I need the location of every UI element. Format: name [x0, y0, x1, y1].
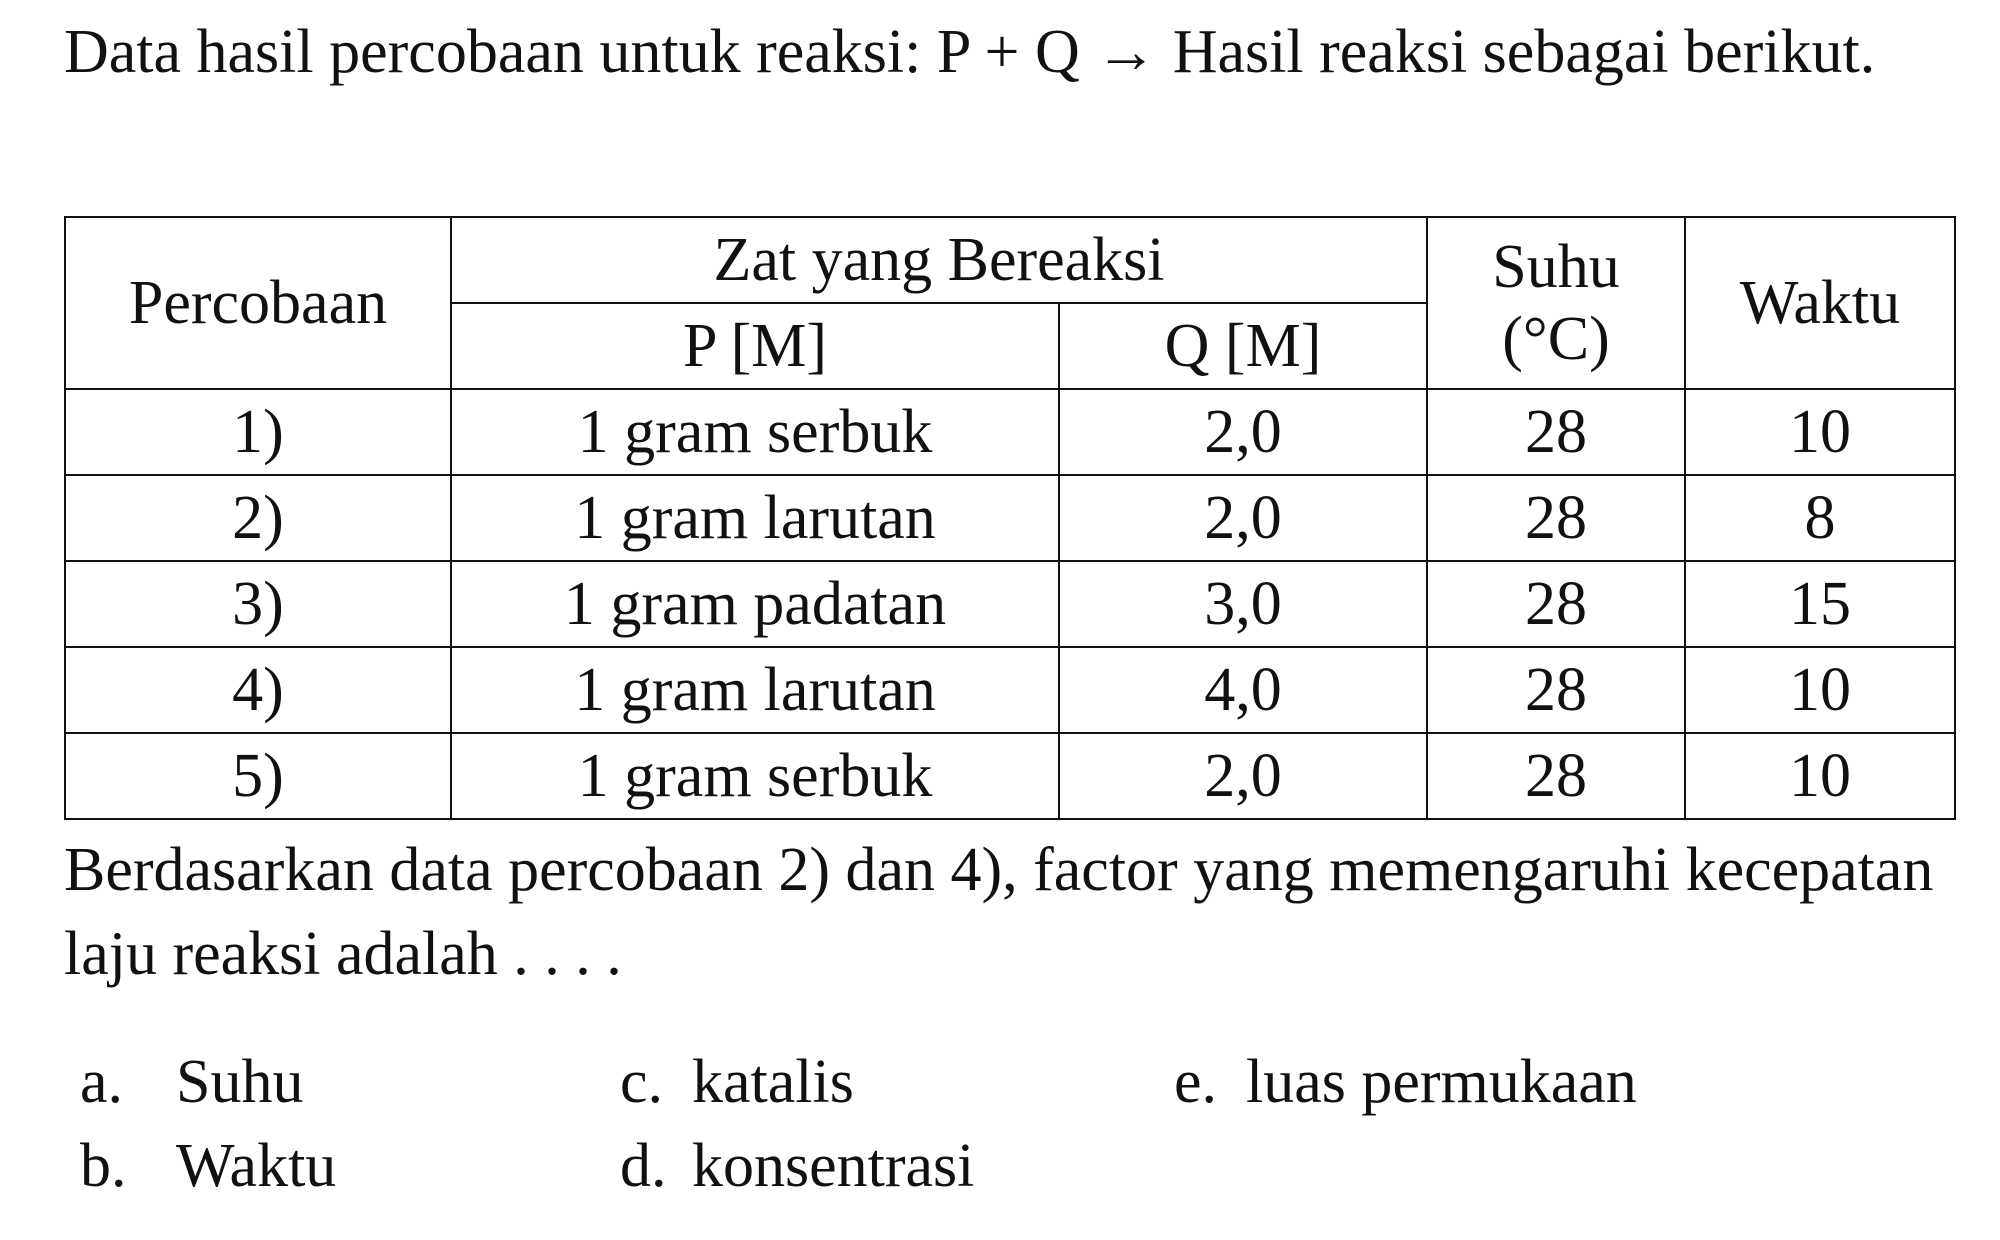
- option-letter: d.: [620, 1132, 667, 1200]
- option-letter: e.: [1174, 1048, 1218, 1116]
- question-text: Berdasarkan data percobaan 2) dan 4), factor yang memengaruhi kecepatan laju reaksi adalah . . . .: [64, 836, 1934, 988]
- cell-no: 3): [65, 561, 451, 647]
- cell-q: 2,0: [1059, 733, 1427, 819]
- header-suhu: [1427, 217, 1685, 389]
- cell-suhu: 28: [1427, 475, 1685, 561]
- option-text: luas permukaan: [1246, 1048, 1637, 1116]
- option-text: Waktu: [176, 1132, 337, 1200]
- header-q: Q [M]: [1059, 303, 1427, 389]
- header-waktu: Waktu: [1685, 217, 1955, 389]
- cell-suhu: 28: [1427, 647, 1685, 733]
- option-letter: c.: [620, 1048, 664, 1116]
- option-a[interactable]: [80, 1040, 303, 1124]
- cell-p: 1 gram serbuk: [451, 733, 1059, 819]
- cell-waktu: 8: [1685, 475, 1955, 561]
- cell-no: 2): [65, 475, 451, 561]
- intro-text: Data hasil percobaan untuk reaksi: P + Q → Hasil reaksi sebagai berikut.: [64, 18, 1876, 86]
- header-percobaan: Percobaan: [65, 217, 451, 389]
- option-letter: b.: [80, 1132, 127, 1200]
- cell-suhu: 28: [1427, 561, 1685, 647]
- experiment-table: [64, 216, 1956, 820]
- cell-waktu: 10: [1685, 647, 1955, 733]
- cell-no: 1): [65, 389, 451, 475]
- option-b[interactable]: [80, 1124, 336, 1208]
- table-row: [65, 561, 1955, 647]
- header-p: P [M]: [451, 303, 1059, 389]
- cell-p: 1 gram serbuk: [451, 389, 1059, 475]
- cell-p: 1 gram padatan: [451, 561, 1059, 647]
- option-text: Suhu: [176, 1048, 304, 1116]
- table-row: [65, 389, 1955, 475]
- option-text: katalis: [692, 1048, 854, 1116]
- cell-q: 2,0: [1059, 389, 1427, 475]
- cell-q: 2,0: [1059, 475, 1427, 561]
- cell-no: 4): [65, 647, 451, 733]
- cell-suhu: 28: [1427, 389, 1685, 475]
- table-row: [65, 733, 1955, 819]
- option-e[interactable]: [1174, 1040, 1637, 1124]
- option-letter: a.: [80, 1048, 124, 1116]
- table-row: [65, 475, 1955, 561]
- cell-p: 1 gram larutan: [451, 475, 1059, 561]
- option-text: konsentrasi: [692, 1132, 975, 1200]
- table-row: [65, 647, 1955, 733]
- cell-q: 3,0: [1059, 561, 1427, 647]
- cell-q: 4,0: [1059, 647, 1427, 733]
- option-d[interactable]: [620, 1124, 974, 1208]
- cell-waktu: 10: [1685, 389, 1955, 475]
- cell-waktu: 10: [1685, 733, 1955, 819]
- header-suhu-label: Suhu: [1492, 233, 1620, 301]
- cell-waktu: 15: [1685, 561, 1955, 647]
- header-suhu-unit: (°C): [1502, 305, 1610, 373]
- cell-p: 1 gram larutan: [451, 647, 1059, 733]
- cell-suhu: 28: [1427, 733, 1685, 819]
- cell-no: 5): [65, 733, 451, 819]
- header-zat-yang-bereaksi: Zat yang Bereaksi: [451, 217, 1427, 303]
- option-c[interactable]: [620, 1040, 854, 1124]
